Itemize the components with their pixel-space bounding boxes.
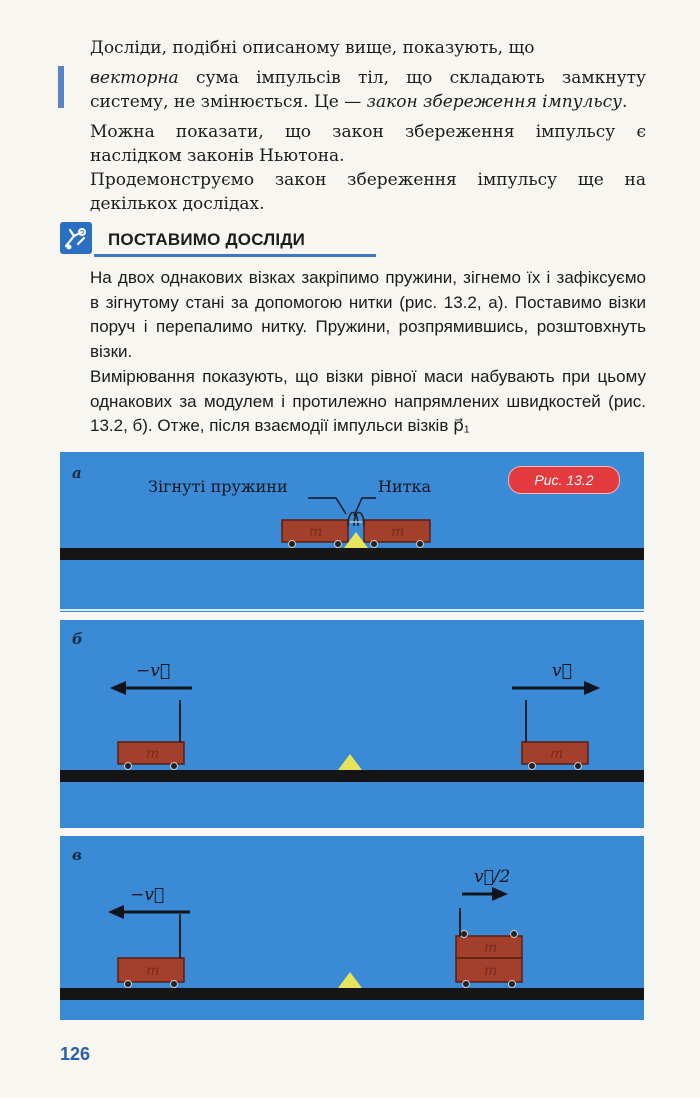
panel-c <box>60 836 644 1020</box>
consequence-text: Можна показати, що закон збереження імпульсу є наслідком законів Ньютона. <box>90 122 646 166</box>
cart-mass-label: m <box>391 524 405 540</box>
cart-left <box>118 700 184 770</box>
cart-mass-label: m <box>146 746 160 762</box>
right-velocity-arrow <box>512 681 600 695</box>
track <box>60 770 644 782</box>
panel-a <box>60 452 644 612</box>
paragraph-intro <box>90 36 646 60</box>
law-name: закон збереження імпульсу <box>366 92 622 112</box>
law-text-1: сума імпульсів тіл, що складають замкнуту <box>178 68 646 88</box>
track <box>60 988 644 1000</box>
term-vector: векторна <box>90 68 179 88</box>
fulcrum <box>338 972 362 988</box>
panel-a-label: а <box>72 464 82 482</box>
measurement-text: Вимірювання показують, що візки рівної маси набувають при цьому однакових за модулем і протилежно напрямлених швидкостей (рис. 13.2, б). Отже, після взаємодії імпульси візків p⃗₁ <box>90 367 646 436</box>
cart-mass-label: m <box>309 524 323 540</box>
double-cart-right <box>456 908 522 988</box>
paragraph-demonstrate <box>90 168 646 216</box>
right-velocity-label: v⃗/2 <box>474 867 511 887</box>
left-velocity-label: −v⃗ <box>136 661 171 681</box>
thread-label: Нитка <box>378 477 432 496</box>
law-text-2: систему, не змінюється. Це — <box>90 92 367 112</box>
cart-mass-label: m <box>484 940 498 956</box>
left-velocity-label: −v⃗ <box>130 885 165 905</box>
left-velocity-arrow <box>108 905 190 919</box>
experiment-text: На двох однакових візках закріпимо пружини, зігнемо їх і зафіксуємо в зігнутому стані за допомогою нитки (рис. 13.2, а). Поставимо візки поруч і перепалимо нитку. Пружини, розпрямившись, розштовхнуть візки. <box>90 268 646 361</box>
fulcrum <box>338 754 362 770</box>
cart-mass-label: m <box>484 963 498 979</box>
experiment-icon <box>60 222 92 254</box>
law-line-2 <box>90 90 646 114</box>
highlight-bar <box>58 66 64 108</box>
cart-left <box>118 914 184 988</box>
section-title: ПОСТАВИМО ДОСЛІДИ <box>108 230 306 249</box>
right-velocity-label: v⃗ <box>552 661 572 681</box>
cart-right <box>522 700 588 770</box>
section-heading <box>60 222 376 258</box>
section-underline <box>94 254 376 257</box>
paragraph-measurement <box>90 365 646 439</box>
law-line-1 <box>90 66 646 90</box>
paragraph-experiment <box>90 266 646 364</box>
cart-mass-label: m <box>550 746 564 762</box>
figure-badge <box>508 466 620 494</box>
intro-text: Досліди, подібні описаному вище, показують, що <box>90 38 535 58</box>
panel-b-label: б <box>72 630 83 648</box>
figure-badge-text: Рис. 13.2 <box>534 472 594 488</box>
panel-b <box>60 620 644 828</box>
panel-c-label: в <box>72 846 82 864</box>
compressed-springs <box>348 513 364 527</box>
law-period: . <box>621 92 628 112</box>
cart-mass-label: m <box>146 963 160 979</box>
track <box>60 548 644 560</box>
cart-right <box>364 520 430 548</box>
figure-13-2 <box>60 452 644 1020</box>
law-statement <box>90 66 646 114</box>
springs-leader <box>308 498 346 514</box>
springs-label: Зігнуті пружини <box>148 477 288 496</box>
left-velocity-arrow <box>110 681 192 695</box>
page-number: 126 <box>60 1044 91 1064</box>
right-velocity-arrow <box>462 887 508 901</box>
paragraph-consequence <box>90 120 646 168</box>
demonstrate-text: Продемонструємо закон збереження імпульсу ще на декількох дослідах. <box>90 170 646 214</box>
cart-left <box>282 520 348 548</box>
